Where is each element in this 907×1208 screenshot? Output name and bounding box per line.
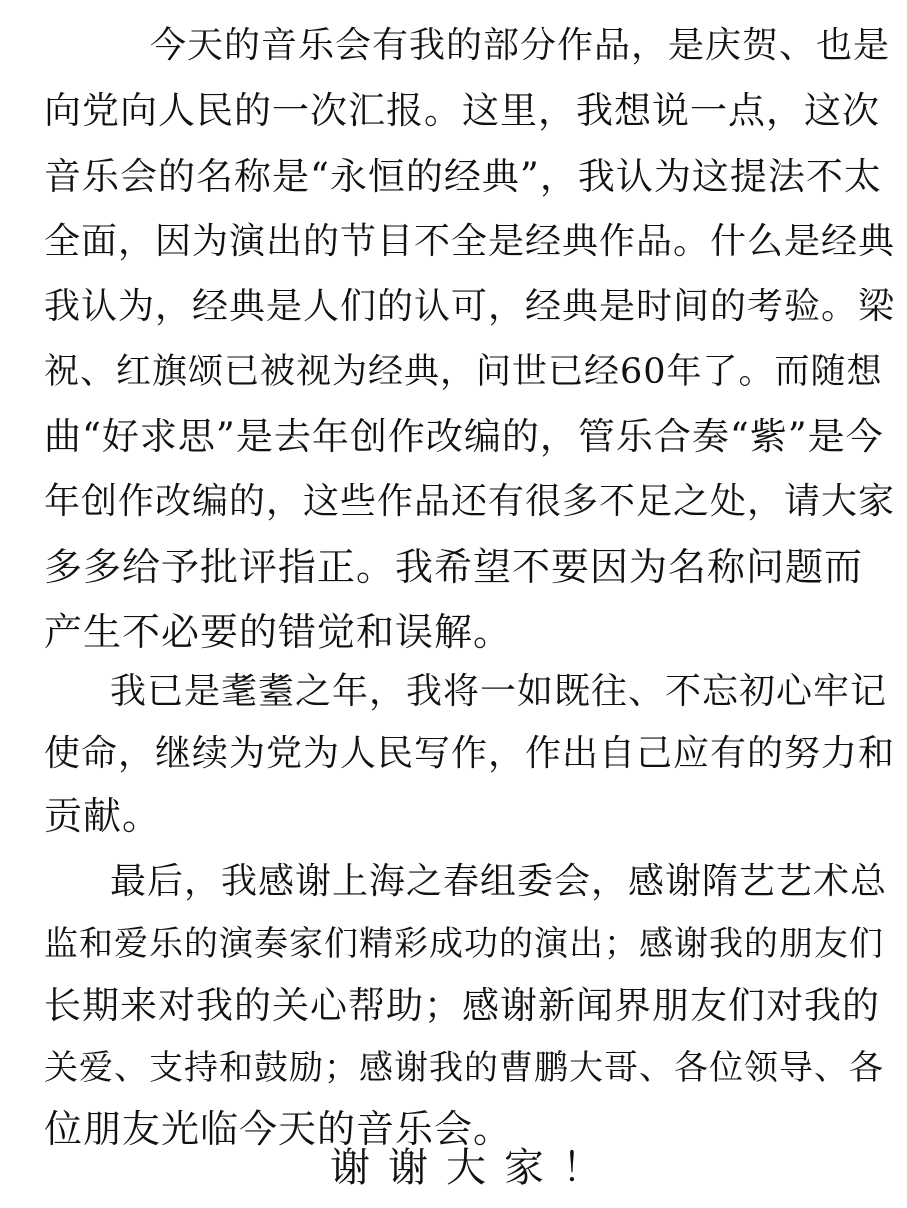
letter-line-13: 贡献。 bbox=[44, 794, 162, 838]
letter-line-4: 全面，因为演出的节目不全是经典作品。什么是经典 bbox=[44, 221, 896, 262]
letter-line-7: 曲“好求思”是去年创作改编的，管乐合奏“紫”是今 bbox=[44, 415, 884, 458]
letter-line-15: 监和爱乐的演奏家们精彩成功的演出；感谢我的朋友们 bbox=[44, 924, 884, 964]
letter-line-8: 年创作改编的，这些作品还有很多不足之处，请大家 bbox=[44, 481, 896, 522]
letter-line-2: 向党向人民的一次汇报。这里，我想说一点，这次 bbox=[44, 89, 880, 132]
letter-line-1: 今天的音乐会有我的部分作品，是庆贺、也是 bbox=[150, 25, 891, 66]
letter-line-14: 最后，我感谢上海之春组委会，感谢隋艺艺术总 bbox=[110, 861, 888, 902]
letter-line-3: 音乐会的名称是“永恒的经典”，我认为这提法不太 bbox=[44, 155, 882, 198]
letter-line-17: 关爱、支持和鼓励；感谢我的曹鹏大哥、各位领导、各 bbox=[44, 1048, 884, 1088]
letter-line-10: 产生不必要的错觉和误解。 bbox=[44, 610, 513, 654]
closing-thanks: 谢谢大家！ bbox=[330, 1145, 620, 1191]
letter-line-12: 使命，继续为党为人民写作，作出自己应有的努力和 bbox=[44, 733, 896, 774]
letter-line-18: 位朋友光临今天的音乐会。 bbox=[44, 1107, 513, 1151]
letter-line-16: 长期来对我的关心帮助；感谢新闻界朋友们对我的 bbox=[44, 984, 880, 1027]
letter-line-11: 我已是耄耋之年，我将一如既往、不忘初心牢记 bbox=[110, 671, 888, 712]
letter-line-9: 多多给予批评指正。我希望不要因为名称问题而 bbox=[44, 545, 864, 589]
letter-line-6: 祝、红旗颂已被视为经典，问世已经60年了。而随想 bbox=[44, 352, 883, 392]
letter-line-5: 我认为，经典是人们的认可，经典是时间的考验。梁 bbox=[44, 286, 896, 327]
